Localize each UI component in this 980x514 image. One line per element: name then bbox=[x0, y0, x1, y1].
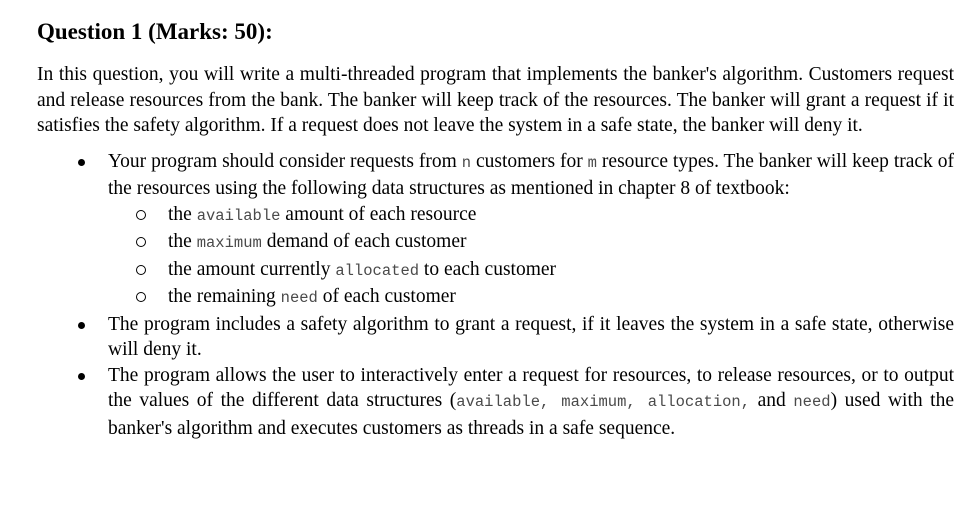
list-item: Your program should consider requests from n customers for m resource types. The banker will keep track of the resources using the following data structures as mentioned in chapter 8 of textbook: the available amount of each resource the maximum demand of each customer the amount currently allocated to each customer the remaining need of each customer bbox=[37, 149, 954, 312]
bullet-icon bbox=[78, 159, 85, 166]
list-item: The program allows the user to interactively enter a request for resources, to release resources, or to output the values of the different data structures (available, maximum, allocation, and need) used with the banker's algorithm and executes customers as threads in a safe sequence. bbox=[37, 363, 954, 442]
circle-bullet-icon bbox=[136, 265, 146, 275]
bullet-icon bbox=[78, 322, 85, 329]
circle-bullet-icon bbox=[136, 292, 146, 302]
list-item: the amount currently allocated to each customer bbox=[108, 257, 954, 285]
circle-bullet-icon bbox=[136, 210, 146, 220]
list-item: the remaining need of each customer bbox=[108, 284, 954, 312]
data-structures-list bbox=[108, 202, 954, 312]
requirements-list bbox=[37, 149, 954, 442]
circle-bullet-icon bbox=[136, 237, 146, 247]
bullet-icon bbox=[78, 373, 85, 380]
list-item: the available amount of each resource bbox=[108, 202, 954, 230]
code-n: n bbox=[461, 153, 472, 172]
list-item: The program includes a safety algorithm to grant a request, if it leaves the system in a safe state, otherwise will deny it. bbox=[37, 312, 954, 363]
question-title: Question 1 (Marks: 50): bbox=[37, 19, 273, 44]
intro-paragraph: In this question, you will write a multi-threaded program that implements the banker's algorithm. Customers request and release resources from the bank. The banker will keep track of the resources. The banker will grant a request if it satisfies the safety algorithm. If a request does not leave the system in a safe state, the banker will deny it. bbox=[37, 64, 954, 136]
code-m: m bbox=[587, 153, 597, 172]
list-item: the maximum demand of each customer bbox=[108, 229, 954, 257]
